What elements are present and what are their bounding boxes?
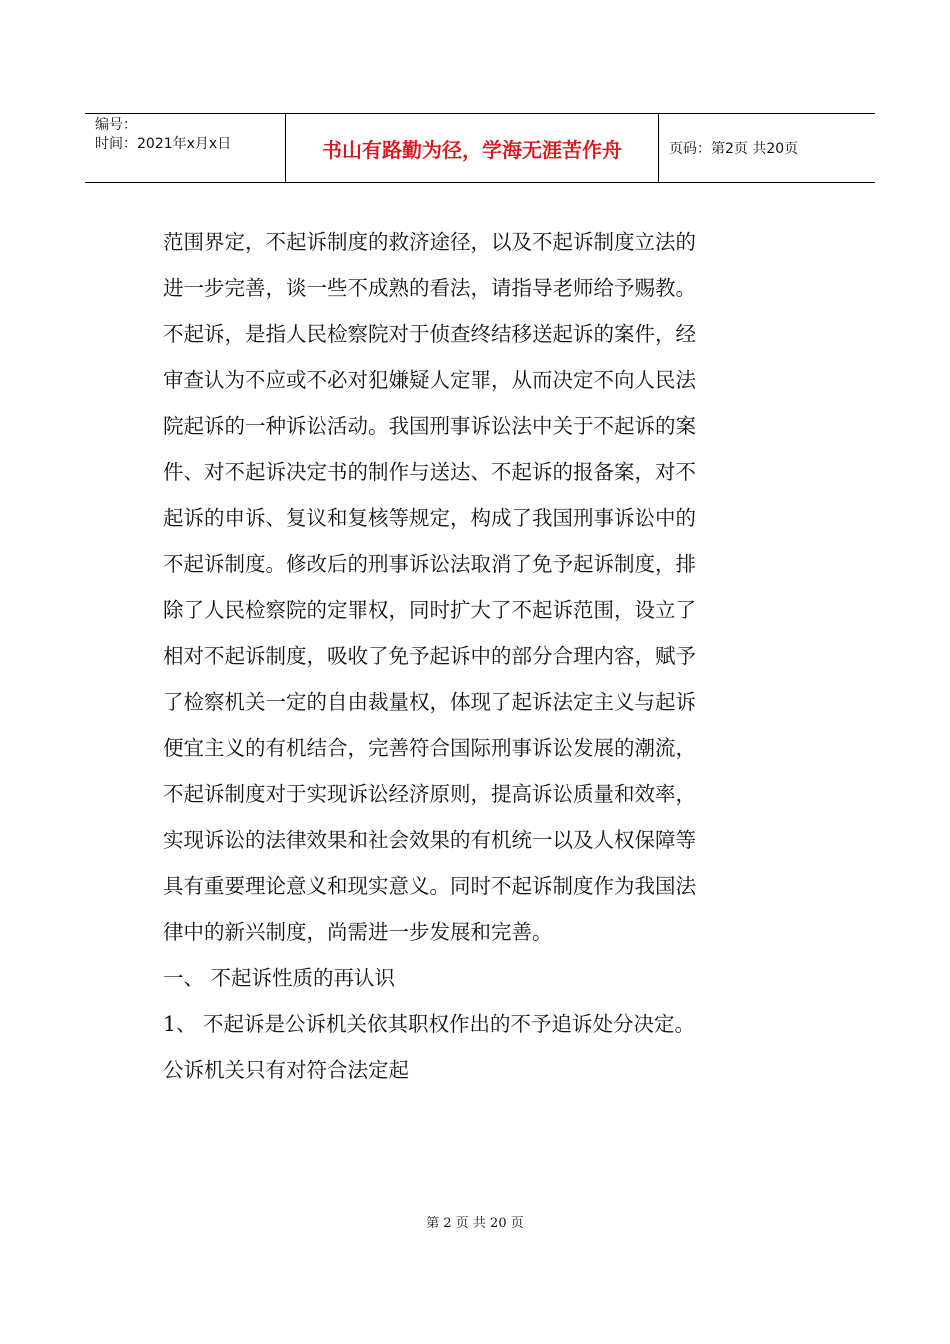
body-line: 院起诉的一种诉讼活动。我国刑事诉讼法中关于不起诉的案: [163, 414, 696, 438]
body-line: 便宜主义的有机结合，完善符合国际刑事诉讼发展的潮流，: [163, 736, 696, 760]
body-line: 审查认为不应或不必对犯嫌疑人定罪，从而决定不向人民法: [163, 368, 696, 392]
page-footer: 第 2 页 共 20 页: [426, 1216, 524, 1231]
body-line: 相对不起诉制度，吸收了免予起诉中的部分合理内容，赋予: [163, 644, 696, 668]
body-line: 了检察机关一定的自由裁量权，体现了起诉法定主义与起诉: [163, 690, 696, 714]
body-line: 不起诉制度对于实现诉讼经济原则，提高诉讼质量和效率，: [163, 782, 696, 806]
body-line: 不起诉，是指人民检察院对于侦查终结移送起诉的案件，经: [163, 322, 696, 346]
section-heading: 一、 不起诉性质的再认识: [163, 966, 396, 990]
body-line: 范围界定，不起诉制度的救济途径，以及不起诉制度立法的: [163, 230, 696, 254]
page-header: [85, 113, 875, 183]
body-line: 起诉的申诉、复议和复核等规定，构成了我国刑事诉讼中的: [163, 506, 696, 530]
document-number-label: 编号：: [95, 117, 137, 133]
body-line: 件、对不起诉决定书的制作与送达、不起诉的报备案，对不: [163, 460, 696, 484]
body-line: 具有重要理论意义和现实意义。同时不起诉制度作为我国法: [163, 874, 696, 898]
header-motto: 书山有路勤为径，学海无涯苦作舟: [286, 114, 659, 182]
body-line: 不起诉制度。修改后的刑事诉讼法取消了免予起诉制度，排: [163, 552, 696, 576]
header-meta: [85, 114, 286, 182]
subsection-heading: 1、 不起诉是公诉机关依其职权作出的不予追诉处分决定。: [163, 1012, 696, 1036]
document-time-label: 时间：2021年x月x日: [95, 136, 232, 152]
body-line: 律中的新兴制度，尚需进一步发展和完善。: [163, 920, 553, 944]
body-line: 进一步完善，谈一些不成熟的看法，请指导老师给予赐教。: [163, 276, 696, 300]
body-line: 实现诉讼的法律效果和社会效果的有机统一以及人权保障等: [163, 828, 696, 852]
body-line: 公诉机关只有对符合法定起: [163, 1058, 409, 1082]
body-line: 除了人民检察院的定罪权，同时扩大了不起诉范围，设立了: [163, 598, 696, 622]
document-body: [163, 219, 803, 1093]
header-page-info: 页码：第2页 共20页: [669, 141, 799, 157]
